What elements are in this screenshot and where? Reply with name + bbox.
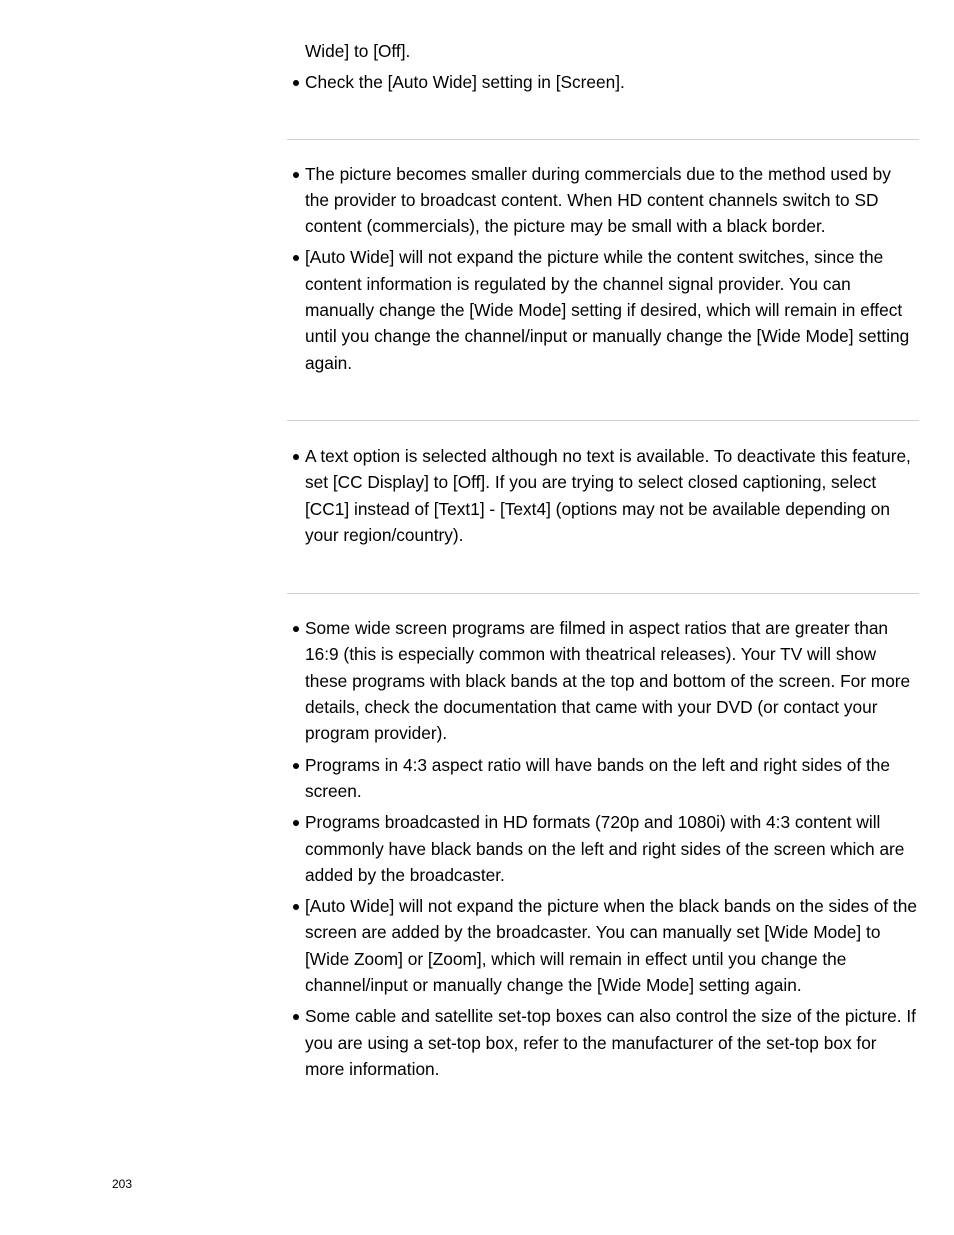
bullet-item [287,752,919,805]
page-number: 203 [112,1177,133,1191]
section-auto-wide-check [287,0,919,96]
bullet-item [287,69,919,95]
bullet-item [287,443,919,548]
bullet-text: The picture becomes smaller during commercials due to the method used by the provider to broadcast content. When HD content channels switch to SD content (commercials), the picture may be small with a black border. [305,163,891,237]
bullet-item [287,1003,919,1082]
bullet-item [287,893,919,998]
paragraph-continuation [287,38,919,64]
document-body [287,0,919,1082]
paragraph-text: Wide] to [Off]. [305,41,411,61]
bullet-item [287,615,919,746]
bullet-icon [293,454,299,460]
bullet-icon [293,255,299,261]
bullet-item [287,161,919,240]
bullet-icon [293,763,299,769]
bullet-item [287,244,919,375]
bullet-icon [293,820,299,826]
bullet-icon [293,904,299,910]
section-black-bands [287,594,919,1082]
section-text-option [287,421,919,548]
bullet-text: [Auto Wide] will not expand the picture when the black bands on the sides of the screen are added by the broadcaster. You can manually set [Wide Mode] to [Wide Zoom] or [Zoom], which will remain in effect until you change the channel/input or manually change the [Wide Mode] setting again. [305,896,917,996]
bullet-item [287,809,919,888]
bullet-text: Some cable and satellite set-top boxes can also control the size of the picture. If you are using a set-top box, refer to the manufacturer of the set-top box for more information. [305,1006,916,1079]
bullet-text: Check the [Auto Wide] setting in [Screen]. [305,72,625,93]
bullet-icon [293,80,299,86]
bullet-text: Some wide screen programs are filmed in aspect ratios that are greater than 16:9 (this is especially common with theatrical releases). Your TV will show these programs with black bands at the top and bottom of the screen. For more details, check the documentation that came with your DVD (or contact your program provider). [305,618,911,744]
section-commercials [287,140,919,376]
bullet-text: A text option is selected although no text is available. To deactivate this feature, set [CC Display] to [Off]. If you are trying to select closed captioning, select [CC1] instead of [Text1] - [Text4] (options may not be available depending on your region/country). [305,445,911,545]
bullet-icon [293,172,299,178]
bullet-icon [293,626,299,632]
bullet-text: Programs in 4:3 aspect ratio will have bands on the left and right sides of the screen. [305,754,891,801]
bullet-icon [293,1014,299,1020]
bullet-text: [Auto Wide] will not expand the picture while the content switches, since the content information is regulated by the channel signal provider. You can manually change the [Wide Mode] setting if desired, which will remain in effect until you change the channel/input or manually change the [Wide Mode] setting again. [305,247,910,373]
bullet-text: Programs broadcasted in HD formats (720p and 1080i) with 4:3 content will commonly have black bands on the left and right sides of the screen which are added by the broadcaster. [305,812,905,885]
